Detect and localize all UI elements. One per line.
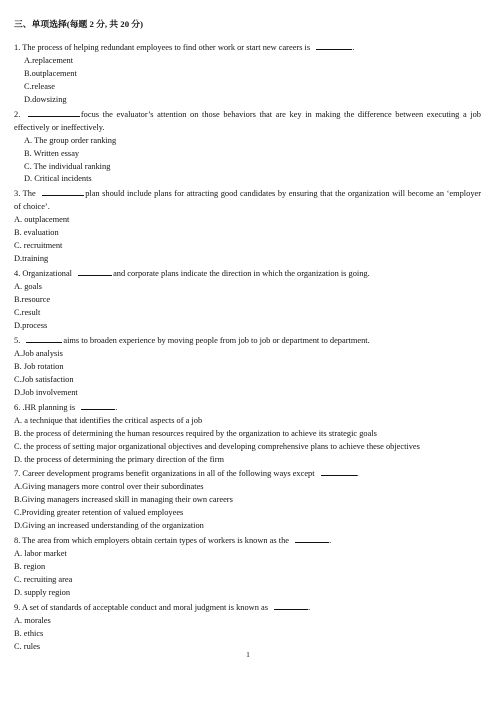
question-text: 9. A set of standards of acceptable conduct and moral judgment is known as [14, 602, 268, 612]
answer-option: C.Providing greater retention of valued employees [14, 508, 184, 518]
answer-option: A.Giving managers more control over their subordinates [14, 482, 204, 492]
answer-option: B. the process of determining the human resources required by the organization to achieve its strategic goals [14, 428, 377, 438]
question-stem [14, 266, 481, 281]
answer-option: A.replacement [24, 55, 74, 65]
answer-option: C.release [24, 81, 55, 91]
answer-option: D.training [14, 254, 49, 264]
answer-blank [321, 466, 359, 479]
answer-option: D. supply region [14, 588, 71, 598]
answer-option: D.Giving an increased understanding of the organization [14, 521, 204, 531]
answer-blank [274, 600, 311, 612]
answer-option: A. labor market [14, 549, 67, 559]
question-text-tail: and corporate plans indicate the direction in which the organization is going. [113, 269, 370, 279]
question-stem [14, 533, 481, 548]
answer-blank [28, 107, 80, 117]
answer-option: D.process [14, 320, 48, 330]
answer-option: D.dowsizing [24, 94, 67, 104]
page-number: 1 [246, 650, 250, 659]
question-text-tail: . [329, 536, 332, 546]
answer-option: C. recruiting area [14, 575, 73, 585]
answer-option: B.resource [14, 295, 51, 305]
question-text: 3. The [14, 189, 36, 199]
question-text: 6. .HR planning is [14, 402, 76, 412]
answer-option: D.Job involvement [14, 387, 78, 397]
question-item [14, 333, 481, 400]
question-text: 4. Organizational [14, 269, 72, 279]
question-item [14, 186, 481, 266]
question-item [14, 600, 481, 654]
answer-option: A. morales [14, 615, 51, 625]
answer-option: C. recruitment [14, 241, 63, 251]
question-stem [14, 600, 481, 615]
answer-option: C. The individual ranking [24, 161, 111, 171]
question-text-tail: . [115, 402, 118, 412]
answer-blank [81, 400, 118, 412]
question-stem [14, 400, 481, 415]
question-stem [14, 107, 481, 135]
question-text-tail: aims to broaden experience by moving people from job to job or department to department. [63, 335, 370, 345]
question-text-tail: . [352, 42, 355, 52]
answer-blank [42, 186, 84, 196]
question-stem [14, 333, 481, 348]
question-text-tail: . [356, 469, 359, 479]
answer-option: B. Job rotation [14, 361, 64, 371]
question-stem [14, 466, 481, 481]
question-text: 2. [14, 109, 21, 119]
question-text-tail: plan should include plans for attracting good candidates by ensuring that the organization will become an ‘employer of choice’. [14, 189, 482, 212]
question-item [14, 400, 481, 467]
answer-option: D. Critical incidents [24, 174, 92, 184]
answer-option: C. rules [14, 641, 41, 651]
answer-option: C. the process of setting major organizational objectives and developing comprehensive plans to achieve these objectives [14, 441, 420, 451]
answer-option: A. outplacement [14, 215, 70, 225]
answer-option: B. region [14, 562, 46, 572]
question-item [14, 266, 481, 333]
question-text: 5. [14, 335, 21, 345]
question-text: 8. The area from which employers obtain certain types of workers is known as the [14, 536, 289, 546]
answer-option: A. The group order ranking [24, 135, 117, 145]
answer-option: B. Written essay [24, 148, 80, 158]
answer-option: B.Giving managers increased skill in managing their own careers [14, 495, 233, 505]
answer-option: B. ethics [14, 628, 44, 638]
question-item [14, 533, 481, 600]
question-text-tail: . [308, 602, 311, 612]
answer-option: B.outplacement [24, 68, 77, 78]
answer-option: C.Job satisfaction [14, 374, 74, 384]
question-text: 7. Career development programs benefit organizations in all of the following ways except [14, 469, 315, 479]
answer-option: B. evaluation [14, 228, 59, 238]
answer-option: D. the process of determining the primary direction of the firm [14, 454, 225, 464]
answer-blank [78, 266, 112, 276]
question-item [14, 107, 481, 187]
answer-option: C.result [14, 308, 41, 318]
question-item [14, 466, 481, 533]
question-stem [14, 40, 481, 55]
answer-option: A. goals [14, 282, 42, 292]
answer-blank [295, 533, 332, 546]
answer-option: A. a technique that identifies the critical aspects of a job [14, 415, 203, 425]
question-list [14, 40, 481, 654]
question-item [14, 40, 481, 107]
answer-blank [316, 40, 355, 52]
question-stem [14, 186, 481, 214]
section-title: 三、单项选择(每题 2 分, 共 20 分) [14, 19, 144, 29]
answer-option: A.Job analysis [14, 348, 63, 358]
question-text: 1. The process of helping redundant employees to find other work or start new careers is [14, 42, 311, 52]
answer-blank [26, 333, 62, 343]
question-text-tail: focus the evaluator’s attention on those behaviors that are key in making the difference between executing a job effectively or ineffectively. [14, 109, 481, 132]
document-body [14, 18, 481, 654]
